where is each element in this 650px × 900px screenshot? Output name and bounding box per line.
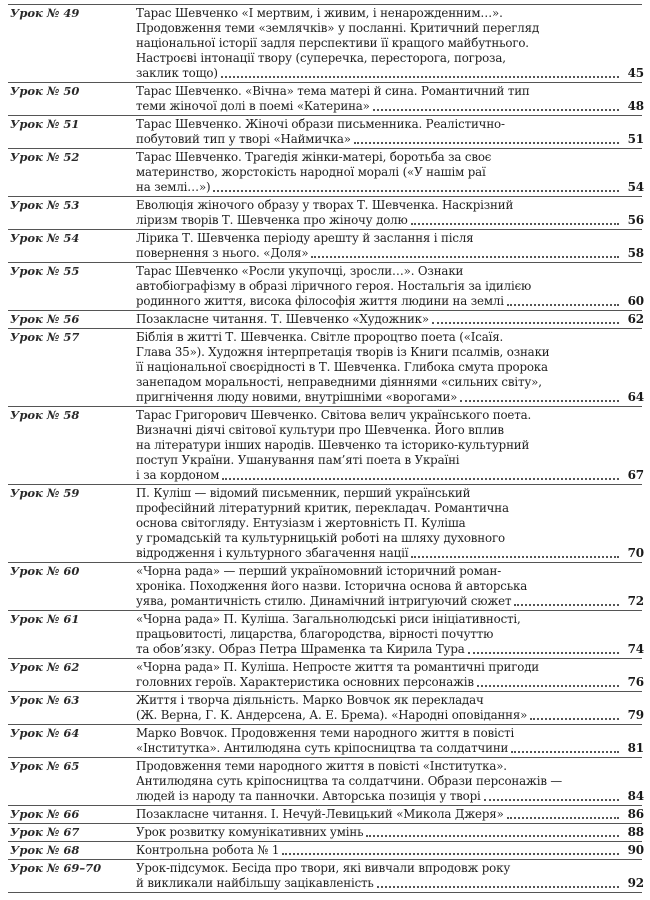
lesson-topic-line: її національної своєрідності в Т. Шевченка. Глибока смута пророка — [136, 360, 548, 374]
dot-leader — [354, 142, 619, 144]
lesson-row — [8, 485, 642, 563]
lesson-topic-last-line — [136, 294, 644, 309]
lesson-row — [8, 842, 642, 860]
lesson-number: Урок № 50 — [10, 84, 80, 98]
lesson-number: Урок № 58 — [10, 408, 80, 422]
lesson-topic — [136, 150, 644, 195]
lesson-row — [8, 83, 642, 116]
lesson-topic-last-line — [136, 789, 644, 804]
lesson-topic-line: Тарас Шевченко «І мертвим, і живим, і ненарожденним…». — [136, 6, 503, 20]
lesson-row — [8, 824, 642, 842]
lesson-number: Урок № 61 — [10, 612, 80, 626]
page-number: 86 — [627, 807, 644, 821]
lesson-topic-last-line — [136, 468, 644, 483]
lesson-topic-line: на літератури інших народів. Шевченко та історико-культурний — [136, 438, 530, 452]
lesson-topic-line: автобіографізму в образі ліричного героя. Ностальгія за ідилією — [136, 279, 532, 293]
lesson-topic-line: родинного життя, висока філософія життя людини на землі — [136, 294, 504, 308]
lesson-number: Урок № 51 — [10, 117, 80, 131]
dot-leader — [514, 604, 619, 606]
lesson-topic-line: материнство, жорстокість народної моралі («У нашім раї — [136, 165, 486, 179]
lesson-topic-line: «Чорна рада» П. Куліша. Непросте життя та романтичні пригоди — [136, 660, 540, 674]
dot-leader — [411, 223, 619, 225]
dot-leader — [511, 751, 619, 753]
lesson-topic — [136, 117, 644, 147]
lesson-topic-line: Біблія в житті Т. Шевченка. Світле пророцтво поета («Ісаїя. — [136, 330, 504, 344]
lesson-row — [8, 758, 642, 806]
page-number: 67 — [627, 468, 644, 482]
lesson-topic-line: Позакласне читання. Т. Шевченко «Художник» — [136, 312, 429, 326]
lesson-topic-last-line — [136, 741, 644, 756]
dot-leader — [411, 556, 619, 558]
dot-leader — [373, 109, 619, 111]
lesson-topic-line: Життя і творча діяльність. Марко Вовчок як перекладач — [136, 693, 484, 707]
lesson-topic — [136, 843, 644, 858]
lesson-topic-line: «Інститутка». Антилюдяна суть кріпосництва та солдатчини — [136, 741, 509, 755]
lesson-row — [8, 860, 642, 893]
lesson-topic-line: Контрольна робота № 1 — [136, 843, 280, 857]
lesson-row — [8, 5, 642, 83]
lesson-topic — [136, 807, 644, 822]
lesson-topic-last-line — [136, 180, 644, 195]
dot-leader — [530, 718, 619, 720]
lesson-row — [8, 230, 642, 263]
page-number: 79 — [627, 708, 644, 722]
dot-leader — [213, 190, 619, 192]
lesson-row — [8, 116, 642, 149]
lesson-topic-last-line — [136, 708, 644, 723]
lesson-list — [8, 4, 642, 893]
lesson-row — [8, 329, 642, 407]
lesson-topic-last-line — [136, 213, 644, 228]
lesson-topic-line: «Чорна рада» П. Куліша. Загальнолюдські риси ініціативності, — [136, 612, 521, 626]
lesson-topic-line: Антилюдяна суть кріпосництва та солдатчини. Образи персонажів — — [136, 774, 563, 788]
lesson-number: Урок № 65 — [10, 759, 80, 773]
lesson-topic — [136, 660, 644, 690]
lesson-number: Урок № 66 — [10, 807, 80, 821]
lesson-number: Урок № 64 — [10, 726, 80, 740]
lesson-row — [8, 659, 642, 692]
lesson-topic — [136, 312, 644, 327]
dot-leader — [468, 652, 619, 654]
lesson-row — [8, 149, 642, 197]
lesson-topic-line: хроніка. Походження його назви. Історична основа й авторська — [136, 579, 528, 593]
lesson-topic — [136, 693, 644, 723]
page-number: 81 — [627, 741, 644, 755]
lesson-number: Урок № 57 — [10, 330, 80, 344]
dot-leader — [366, 835, 619, 837]
lesson-number: Урок № 60 — [10, 564, 80, 578]
page-number: 56 — [627, 213, 644, 227]
lesson-topic — [136, 408, 644, 483]
lesson-topic-line: Тарас Григорович Шевченко. Світова велич українського поета. — [136, 408, 532, 422]
lesson-topic-line: пригнічення люду новими, внутрішніми «ворогами» — [136, 390, 458, 404]
page-number: 60 — [627, 294, 644, 308]
page-number: 74 — [627, 642, 644, 656]
lesson-number: Урок № 69–70 — [10, 861, 102, 875]
lesson-topic — [136, 612, 644, 657]
lesson-topic-line: працьовитості, лицарства, благородства, вірності почуттю — [136, 627, 494, 641]
lesson-topic-line: людей із народу та панночки. Авторська позиція у творі — [136, 789, 481, 803]
lesson-topic-last-line — [136, 807, 644, 822]
lesson-row — [8, 806, 642, 824]
lesson-topic-last-line — [136, 642, 644, 657]
lesson-topic-line: Тарас Шевченко. Жіночі образи письменника. Реалістично- — [136, 117, 505, 131]
lesson-topic-line: Визначні діячі світової культури про Шевченка. Його вплив — [136, 423, 504, 437]
dot-leader — [377, 886, 619, 888]
lesson-number: Урок № 62 — [10, 660, 80, 674]
lesson-topic-line: на землі…») — [136, 180, 211, 194]
page-number: 92 — [627, 876, 644, 890]
lesson-row — [8, 311, 642, 329]
lesson-topic-last-line — [136, 675, 644, 690]
lesson-topic-line: «Чорна рада» — перший україномовний історичний роман- — [136, 564, 502, 578]
lesson-topic-line: та обов’язку. Образ Петра Шраменка та Кирила Тура — [136, 642, 465, 656]
lesson-topic-line: Позакласне читання. І. Нечуй-Левицький «Микола Джеря» — [136, 807, 504, 821]
lesson-topic — [136, 825, 644, 840]
lesson-row — [8, 725, 642, 758]
lesson-topic — [136, 330, 644, 405]
lesson-topic — [136, 198, 644, 228]
lesson-row — [8, 611, 642, 659]
lesson-topic — [136, 6, 644, 81]
lesson-topic-line: і за кордоном — [136, 468, 220, 482]
lesson-topic-line: Тарас Шевченко «Росли укупочці, зросли…». Ознаки — [136, 264, 464, 278]
lesson-topic-line: у громадській та культурницькій роботі на шляху духовного — [136, 531, 505, 545]
lesson-topic-last-line — [136, 132, 644, 147]
dot-leader — [507, 817, 619, 819]
lesson-topic — [136, 564, 644, 609]
lesson-topic-line: відродження і культурного збагачення нації — [136, 546, 409, 560]
dot-leader — [507, 304, 619, 306]
lesson-topic-line: теми жіночої долі в поемі «Катерина» — [136, 99, 370, 113]
lesson-topic-last-line — [136, 66, 644, 81]
lesson-topic-line: Тарас Шевченко. «Вічна» тема матері й сина. Романтичний тип — [136, 84, 530, 98]
lesson-topic — [136, 726, 644, 756]
lesson-topic-line: Урок розвитку комунікативних умінь — [136, 825, 364, 839]
page-number: 48 — [627, 99, 644, 113]
lesson-topic-line: головних героїв. Характеристика основних персонажів — [136, 675, 474, 689]
lesson-topic-line: П. Куліш — відомий письменник, перший український — [136, 486, 471, 500]
lesson-number: Урок № 49 — [10, 6, 80, 20]
lesson-topic — [136, 486, 644, 561]
lesson-row — [8, 197, 642, 230]
dot-leader — [222, 478, 619, 480]
page-number: 76 — [627, 675, 644, 689]
lesson-topic-line: заклик тощо) — [136, 66, 218, 80]
lesson-topic-line: поступ України. Ушанування пам’яті поета в Україні — [136, 453, 460, 467]
lesson-topic-line: Еволюція жіночого образу у творах Т. Шевченка. Наскрізний — [136, 198, 514, 212]
lesson-topic — [136, 264, 644, 309]
lesson-topic-line: Марко Вовчок. Продовження теми народного життя в повісті — [136, 726, 515, 740]
lesson-topic-line: Глава 35»). Художня інтерпретація творів із Книги псалмів, ознаки — [136, 345, 550, 359]
lesson-number: Урок № 59 — [10, 486, 80, 500]
dot-leader — [282, 853, 619, 855]
lesson-topic-last-line — [136, 825, 644, 840]
lesson-number: Урок № 56 — [10, 312, 80, 326]
lesson-topic-last-line — [136, 876, 644, 891]
lesson-topic-line: уява, романтичність стилю. Динамічний інтригуючий сюжет — [136, 594, 512, 608]
lesson-number: Урок № 55 — [10, 264, 80, 278]
lesson-topic-line: (Ж. Верна, Г. К. Андерсена, А. Е. Брема). «Народні оповідання» — [136, 708, 528, 722]
lesson-number: Урок № 68 — [10, 843, 80, 857]
lesson-topic-line: Урок-підсумок. Бесіда про твори, які вивчали впродовж року — [136, 861, 511, 875]
dot-leader — [311, 256, 619, 258]
lesson-topic-line: Тарас Шевченко. Трагедія жінки-матері, боротьба за своє — [136, 150, 492, 164]
lesson-number: Урок № 52 — [10, 150, 80, 164]
page-number: 72 — [627, 594, 644, 608]
dot-leader — [432, 322, 619, 324]
lesson-number: Урок № 63 — [10, 693, 80, 707]
lesson-topic-line: повернення з нього. «Доля» — [136, 246, 309, 260]
lesson-topic-line: національної історії задля перспективи її кращого майбутнього. — [136, 36, 529, 50]
page-number: 90 — [627, 843, 644, 857]
lesson-topic-line: побутовий тип у творі «Наймичка» — [136, 132, 351, 146]
lesson-number: Урок № 54 — [10, 231, 80, 245]
lesson-topic — [136, 231, 644, 261]
lesson-topic-line: ліризм творів Т. Шевченка про жіночу долю — [136, 213, 408, 227]
lesson-topic-last-line — [136, 312, 644, 327]
dot-leader — [460, 400, 619, 402]
lesson-topic-line: занепадом моральності, неправедними діяннями «сильних світу», — [136, 375, 542, 389]
lesson-topic-line: основа світогляду. Ентузіазм і жертовність П. Куліша — [136, 516, 466, 530]
dot-leader — [484, 799, 619, 801]
lesson-topic-last-line — [136, 246, 644, 261]
lesson-topic-line: Продовження теми народного життя в повісті «Інститутка». — [136, 759, 507, 773]
lesson-number: Урок № 53 — [10, 198, 80, 212]
lesson-number: Урок № 67 — [10, 825, 80, 839]
lesson-topic-line: Продовження теми «землячків» у посланні. Критичний перегляд — [136, 21, 540, 35]
page-number: 84 — [627, 789, 644, 803]
page-number: 64 — [627, 390, 644, 404]
lesson-row — [8, 407, 642, 485]
lesson-topic-line: Лірика Т. Шевченка періоду арешту й заслання і після — [136, 231, 474, 245]
lesson-topic — [136, 861, 644, 891]
page-number: 62 — [627, 312, 644, 326]
lesson-topic-last-line — [136, 99, 644, 114]
page-number: 51 — [627, 132, 644, 146]
lesson-topic — [136, 84, 644, 114]
lesson-topic-line: й викликали найбільшу зацікавленість — [136, 876, 374, 890]
lesson-topic-last-line — [136, 594, 644, 609]
page-number: 88 — [627, 825, 644, 839]
lesson-topic-last-line — [136, 390, 644, 405]
lesson-topic-line: Настроєві інтонації твору (суперечка, пересторога, погроза, — [136, 51, 506, 65]
dot-leader — [221, 76, 619, 78]
lesson-topic-last-line — [136, 546, 644, 561]
lesson-row — [8, 692, 642, 725]
page-number: 70 — [627, 546, 644, 560]
page-number: 45 — [627, 66, 644, 80]
lesson-topic — [136, 759, 644, 804]
lesson-topic-line: професійний літературний критик, перекладач. Романтична — [136, 501, 509, 515]
lesson-topic-last-line — [136, 843, 644, 858]
page-number: 58 — [627, 246, 644, 260]
lesson-row — [8, 263, 642, 311]
lesson-row — [8, 563, 642, 611]
page-number: 54 — [627, 180, 644, 194]
dot-leader — [477, 685, 619, 687]
